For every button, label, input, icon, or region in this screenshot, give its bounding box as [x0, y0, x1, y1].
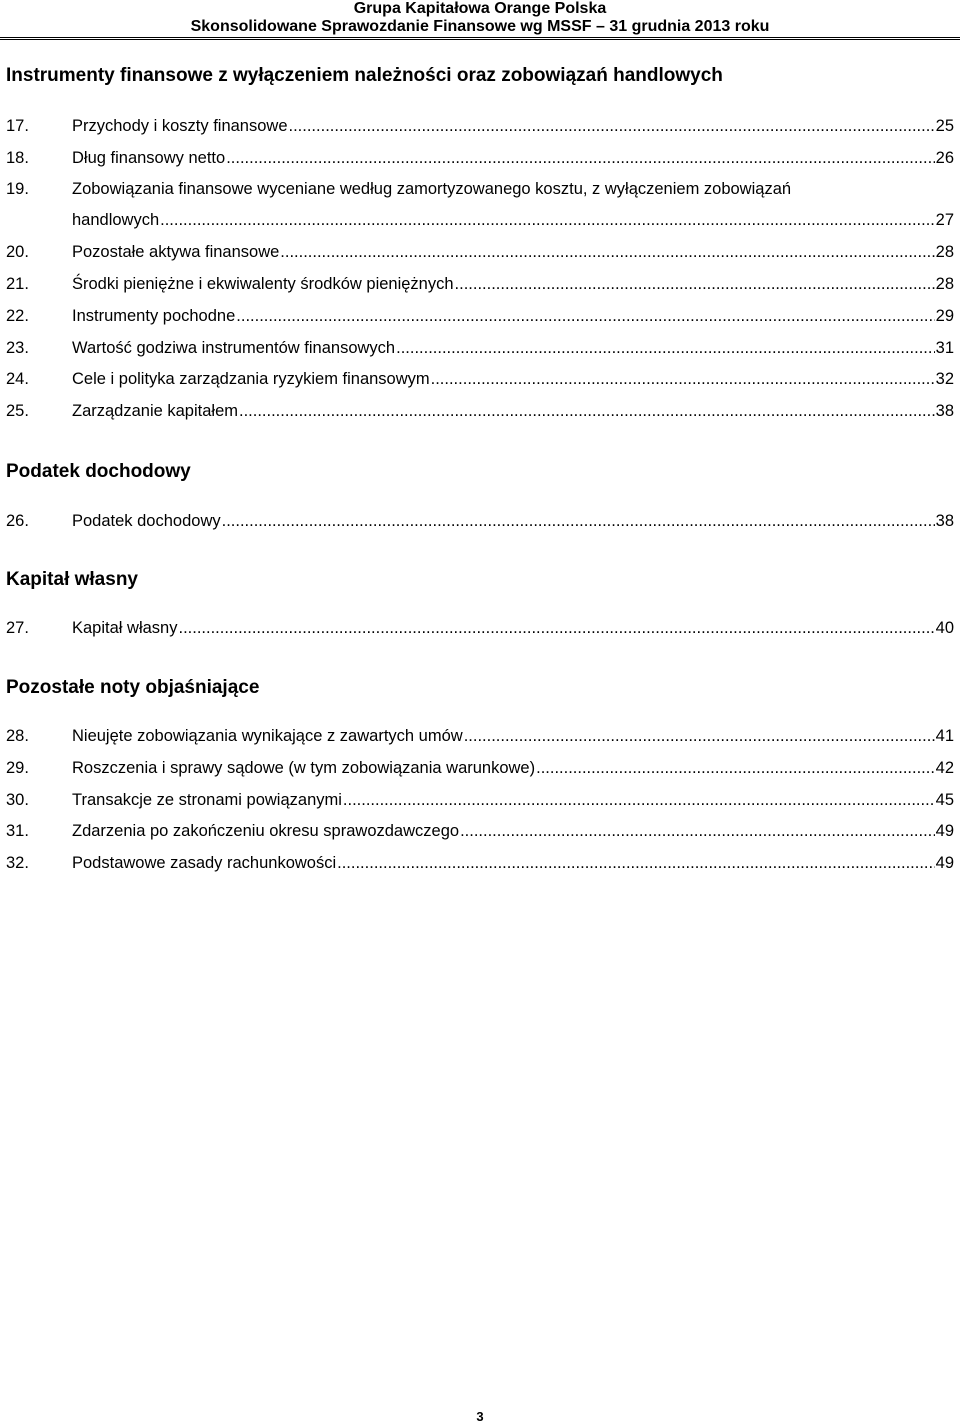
toc-entry-title: handlowych [72, 211, 160, 229]
dot-leader [337, 853, 935, 873]
toc-entry-title: Dług finansowy netto [72, 149, 226, 167]
toc-entry-page: 38 [935, 402, 954, 420]
toc-entry-19[interactable] [6, 210, 954, 230]
toc-entry-page: 29 [935, 307, 954, 325]
dot-leader [396, 338, 935, 358]
dot-leader [464, 726, 935, 746]
toc-entry-title: Zarządzanie kapitałem [72, 402, 238, 420]
page-number: 3 [476, 1409, 484, 1424]
toc-entry-number: 17. [6, 117, 29, 135]
dot-leader [178, 618, 934, 638]
toc-entry-page: 25 [935, 117, 954, 135]
toc-entry-title: Instrumenty pochodne [72, 307, 236, 325]
toc-entry-page: 26 [935, 149, 954, 167]
dot-leader [222, 511, 935, 531]
toc-entry-number: 29. [6, 759, 29, 777]
toc-entry-title-line1[interactable]: Zobowiązania finansowe wyceniane według zamortyzowanego kosztu, z wyłączeniem zobowiązań [72, 180, 792, 198]
toc-entry-number: 24. [6, 370, 29, 388]
toc-entry-title: Podatek dochodowy [72, 512, 221, 530]
toc-entry-page: 45 [935, 791, 954, 809]
toc-entry-title: Przychody i koszty finansowe [72, 117, 288, 135]
toc-entry-30[interactable] [6, 790, 954, 810]
toc-entry-page: 28 [935, 275, 954, 293]
toc-entry-title: Podstawowe zasady rachunkowości [72, 854, 337, 872]
toc-entry-18[interactable] [6, 148, 954, 168]
toc-entry-number: 22. [6, 307, 29, 325]
header-report-title: Skonsolidowane Sprawozdanie Finansowe wg MSSF – 31 grudnia 2013 roku [190, 18, 770, 35]
toc-entry-22[interactable] [6, 306, 954, 326]
dot-leader [280, 242, 934, 262]
toc-entry-number: 20. [6, 243, 29, 261]
section-title-other-notes: Pozostałe noty objaśniające [6, 677, 260, 698]
toc-entry-21[interactable] [6, 274, 954, 294]
toc-entry-29[interactable] [6, 758, 954, 778]
dot-leader [455, 274, 935, 294]
toc-entry-number: 27. [6, 619, 29, 637]
toc-entry-number: 19. [6, 180, 29, 198]
toc-entry-24[interactable] [6, 369, 954, 389]
toc-entry-page: 31 [935, 339, 954, 357]
toc-entry-number: 32. [6, 854, 29, 872]
toc-entry-number: 28. [6, 727, 29, 745]
dot-leader [236, 306, 934, 326]
dot-leader [431, 369, 935, 389]
toc-entry-number: 25. [6, 402, 29, 420]
toc-entry-page: 32 [935, 370, 954, 388]
dot-leader [239, 401, 935, 421]
dot-leader [343, 790, 935, 810]
toc-entry-title: Zdarzenia po zakończeniu okresu sprawozdawczego [72, 822, 460, 840]
section-title-income-tax: Podatek dochodowy [6, 461, 191, 482]
toc-entry-27[interactable] [6, 618, 954, 638]
toc-entry-32[interactable] [6, 853, 954, 873]
toc-entry-title: Wartość godziwa instrumentów finansowych [72, 339, 396, 357]
toc-entry-number: 26. [6, 512, 29, 530]
toc-entry-title: Transakcje ze stronami powiązanymi [72, 791, 342, 809]
toc-entry-title: Cele i polityka zarządzania ryzykiem finansowym [72, 370, 430, 388]
toc-entry-page: 40 [935, 619, 954, 637]
toc-entry-title: Pozostałe aktywa finansowe [72, 243, 280, 261]
toc-entry-number: 30. [6, 791, 29, 809]
toc-entry-page: 38 [935, 512, 954, 530]
toc-entry-17[interactable] [6, 116, 954, 136]
toc-entry-page: 49 [935, 822, 954, 840]
toc-entry-20[interactable] [6, 242, 954, 262]
toc-entry-page: 41 [935, 727, 954, 745]
toc-entry-title: Roszczenia i sprawy sądowe (w tym zobowiązania warunkowe) [72, 759, 536, 777]
dot-leader [460, 821, 935, 841]
toc-entry-28[interactable] [6, 726, 954, 746]
toc-entry-number: 23. [6, 339, 29, 357]
header-divider [0, 37, 960, 40]
dot-leader [160, 210, 935, 230]
toc-entry-number: 31. [6, 822, 29, 840]
toc-entry-title: Kapitał własny [72, 619, 178, 637]
toc-entry-31[interactable] [6, 821, 954, 841]
toc-entry-25[interactable] [6, 401, 954, 421]
toc-entry-number: 18. [6, 149, 29, 167]
dot-leader [289, 116, 935, 136]
section-title-equity: Kapitał własny [6, 569, 138, 590]
toc-entry-page: 42 [935, 759, 954, 777]
dot-leader [226, 148, 934, 168]
toc-entry-23[interactable] [6, 338, 954, 358]
toc-entry-26[interactable] [6, 511, 954, 531]
toc-entry-page: 28 [935, 243, 954, 261]
section-title-financial-instruments: Instrumenty finansowe z wyłączeniem należności oraz zobowiązań handlowych [6, 65, 723, 86]
header-company-name: Grupa Kapitałowa Orange Polska [353, 0, 607, 17]
toc-entry-title: Nieujęte zobowiązania wynikające z zawartych umów [72, 727, 463, 745]
toc-entry-page: 27 [935, 211, 954, 229]
dot-leader [536, 758, 935, 778]
toc-entry-page: 49 [935, 854, 954, 872]
toc-entry-number: 21. [6, 275, 29, 293]
toc-entry-title: Środki pieniężne i ekwiwalenty środków pieniężnych [72, 275, 454, 293]
